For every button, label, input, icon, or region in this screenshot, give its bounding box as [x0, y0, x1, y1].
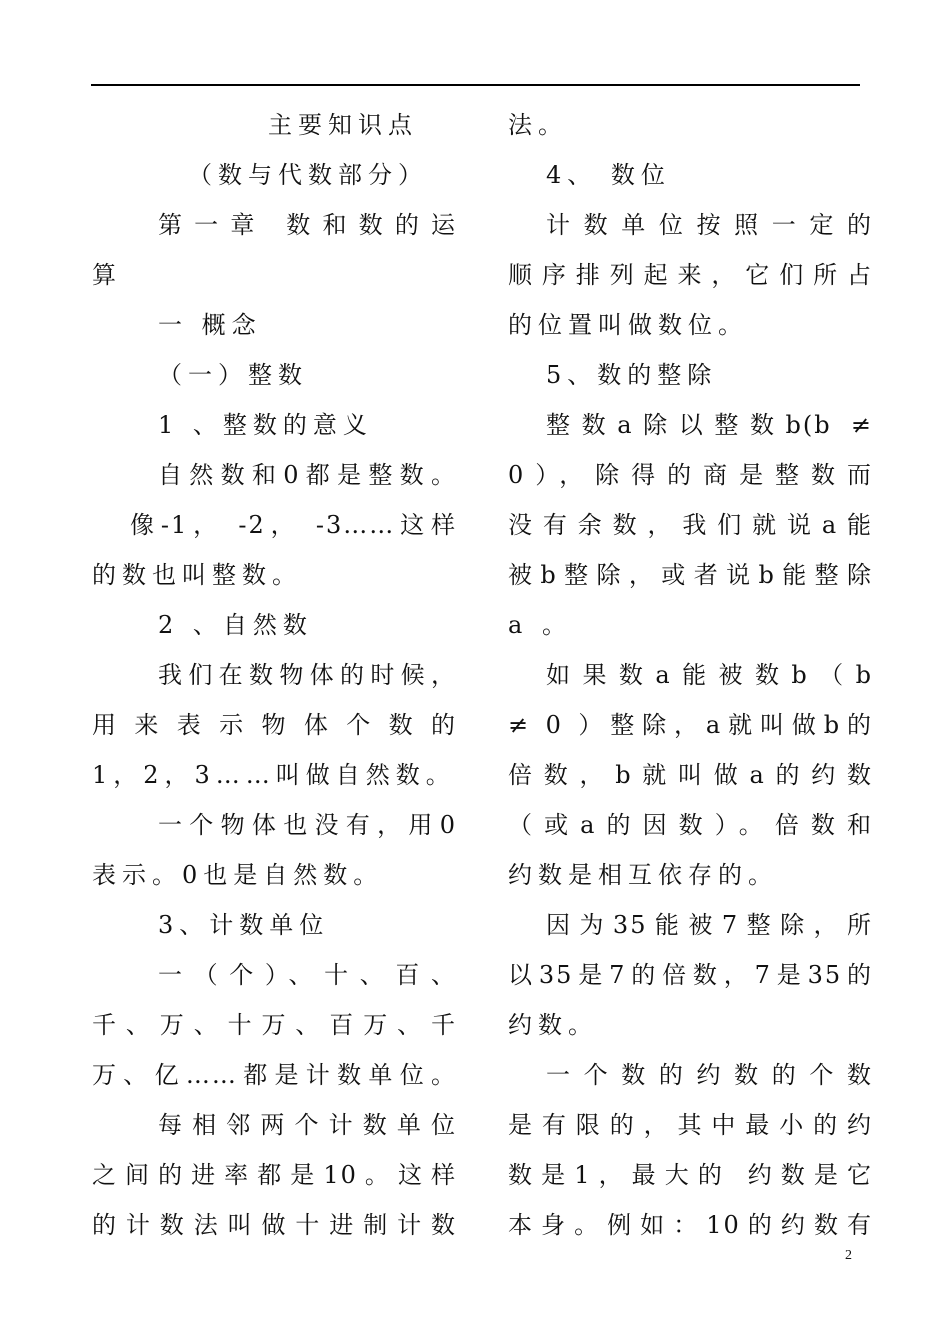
left-column-line: 用来表示物体个数的	[92, 711, 457, 739]
left-column-line: 1，2，3……叫做自然数。	[92, 761, 456, 789]
left-column-line: 千、万、十万、百万、千	[92, 1011, 457, 1039]
left-column-line: （一）整数	[158, 361, 308, 389]
right-column-line: 的位置叫做数位。	[508, 311, 748, 339]
left-column-line: 自然数和0都是整数。	[158, 461, 457, 489]
right-column-line: 数是1，最大的 约数是它	[508, 1161, 873, 1189]
right-column-line: 是有限的，其中最小的约	[508, 1111, 873, 1139]
left-column-line: 一个物体也没有，用0	[158, 811, 457, 839]
left-column-line: 一 概念	[158, 311, 262, 339]
left-column-line: 之间的进率都是10。这样	[92, 1161, 457, 1189]
right-column-line: （或a的因数）。倍数和	[508, 811, 873, 839]
right-column-line: 一个数的约数的个数	[546, 1061, 873, 1089]
left-column-line: 一（个）、十、百、	[158, 961, 457, 989]
right-column-line: a 。	[508, 611, 572, 639]
right-column-line: 5、数的整除	[546, 361, 718, 389]
left-column-line: （数与代数部分）	[188, 161, 428, 189]
left-column-line: 的计数法叫做十进制计数	[92, 1211, 457, 1239]
right-column-line: 0），除得的商是整数而	[508, 461, 873, 489]
right-column-line: 因为35能被7整除，所	[546, 911, 873, 939]
left-column-line: 2 、自然数	[158, 611, 313, 639]
left-column-line: 像-1， -2， -3……这样	[130, 511, 457, 539]
left-column	[92, 100, 457, 1250]
right-column-line: 约数。	[508, 1011, 598, 1039]
right-column-line: 没有余数，我们就说a能	[508, 511, 873, 539]
right-column-line: 本身。例如：10的约数有	[508, 1211, 873, 1239]
left-column-line: 算	[92, 261, 122, 289]
right-column-line: 如果数a能被数b（b	[546, 661, 873, 689]
right-column-line: 法。	[508, 111, 568, 139]
right-column-line: 倍数，b就叫做a的约数	[508, 761, 873, 789]
right-column	[508, 100, 873, 1250]
left-column-line: 表示。0也是自然数。	[92, 861, 384, 889]
right-column-line: 被b整除，或者说b能整除	[508, 561, 873, 589]
right-column-line: 整数a除以整数b(b ≠	[546, 411, 873, 439]
left-column-line: 每相邻两个计数单位	[158, 1111, 457, 1139]
header-rule	[91, 84, 860, 86]
right-column-line: 顺序排列起来，它们所占	[508, 261, 873, 289]
left-column-line: 1 、整数的意义	[158, 411, 373, 439]
left-column-line: 的数也叫整数。	[92, 561, 302, 589]
left-column-line: 万、亿……都是计数单位。	[92, 1061, 457, 1089]
page-number: 2	[845, 1248, 852, 1263]
left-column-line: 我们在数物体的时候，	[158, 661, 457, 689]
right-column-line: ≠ 0 ）整除，a就叫做b的	[508, 711, 873, 739]
right-column-line: 4、 数位	[546, 161, 671, 189]
left-column-line: 第一章 数和数的运	[158, 211, 457, 239]
left-column-line: 3、计数单位	[158, 911, 330, 939]
right-column-line: 以35是7的倍数，7是35的	[508, 961, 873, 989]
left-column-line: 主要知识点	[268, 111, 418, 139]
right-column-line: 计数单位按照一定的	[546, 211, 873, 239]
right-column-line: 约数是相互依存的。	[508, 861, 778, 889]
